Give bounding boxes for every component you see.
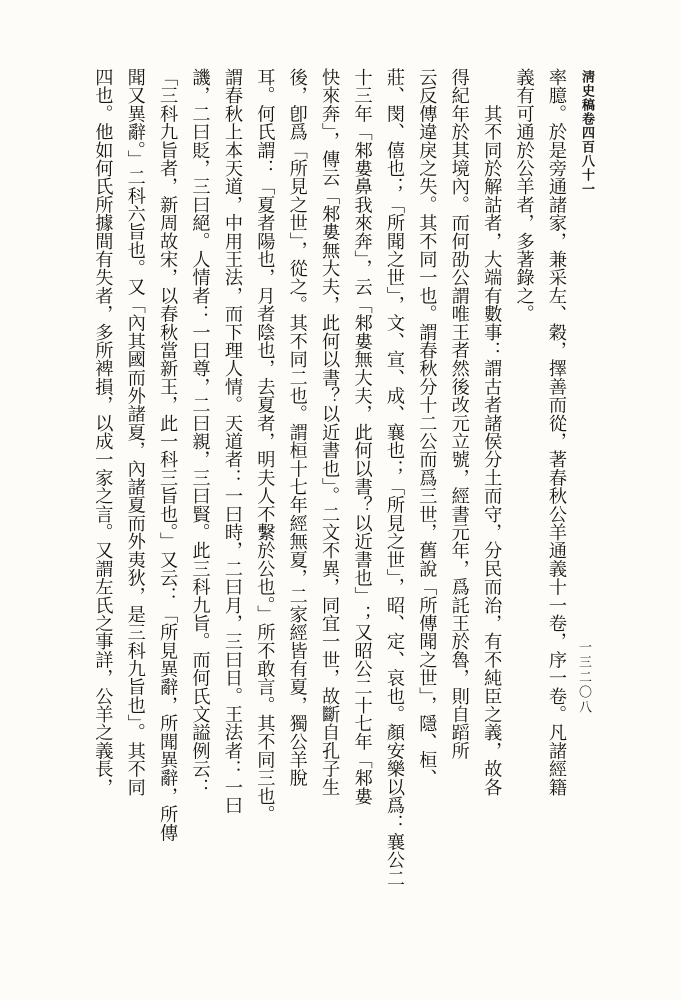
running-header: 淸史稿卷四百八十一	[579, 70, 594, 196]
text-column: 云反傳違戾之失。其不同一也。謂春秋分十二公而爲三世，舊說「所傳聞之世」，隱、桓、	[416, 68, 438, 787]
body-text	[88, 68, 572, 938]
text-column: 十三年「邾婁鼻我來奔」，云「邾婁無大夫，此何以書？以近書也」；又昭公二十七年「邾婁	[351, 68, 373, 806]
text-column: 率臆。於是旁通諸家，兼采左、穀，擇善而從，著春秋公羊通義十一卷，序一卷。凡諸經籍	[546, 68, 567, 796]
text-column: 耳。何氏謂：「夏者陽也，月者陰也，去夏者，明夫人不繫於公也。」所不敢言。其不同三也。	[254, 68, 276, 824]
text-column: 後，卽爲「所見之世」，從之。其不同二也。謂桓十七年經無夏，二家經皆有夏，獨公羊脫	[286, 68, 308, 787]
text-column: 聞又異辭。」二科六旨也。又「內其國而外諸夏，內諸夏而外夷狄，是三科九旨也」。其不同	[124, 68, 146, 796]
text-column: 莊、閔、僖也；「所聞之世」，文、宣、成、襄也；「所見之世」，昭、定、哀也。顏安樂以爲：襄公二	[383, 68, 405, 887]
text-column: 四也。他如何氏所據間有失者，多所裨損，以成一家之言。又謂左氏之事詳，公羊之義長，	[92, 68, 114, 796]
text-column: 譏，二曰貶，三曰絕。人情者：一曰尊，二曰親，三曰賢。此三科九旨。而何氏文謚例云：	[189, 68, 211, 796]
text-column: 得紀年於其境內。而何劭公謂唯王者然後改元立號，經書元年，爲託王於魯，則自蹈所	[448, 68, 470, 760]
text-column: 謂春秋上本天道，中用王法，而下理人情。天道者：一曰時，二曰月，三曰日。王法者：一曰	[221, 68, 243, 815]
text-column: 義有可通於公羊者，多著錄之。	[513, 68, 535, 323]
page-number: 一三二〇八	[576, 640, 591, 715]
text-column: 「三科九旨者，新周故宋，以春秋當新王，此一科三旨也。」又云：「所見異辭，所聞異辭，所傳	[157, 68, 179, 842]
text-column: 快來奔」，傳云「邾婁無大夫，此何以書？以近書也」。二文不異，同宜一世，故斷自孔子生	[319, 68, 341, 796]
text-column: 其不同於解詁者，大端有數事：謂古者諸侯分土而守，分民而治，有不純臣之義，故各	[481, 68, 503, 796]
